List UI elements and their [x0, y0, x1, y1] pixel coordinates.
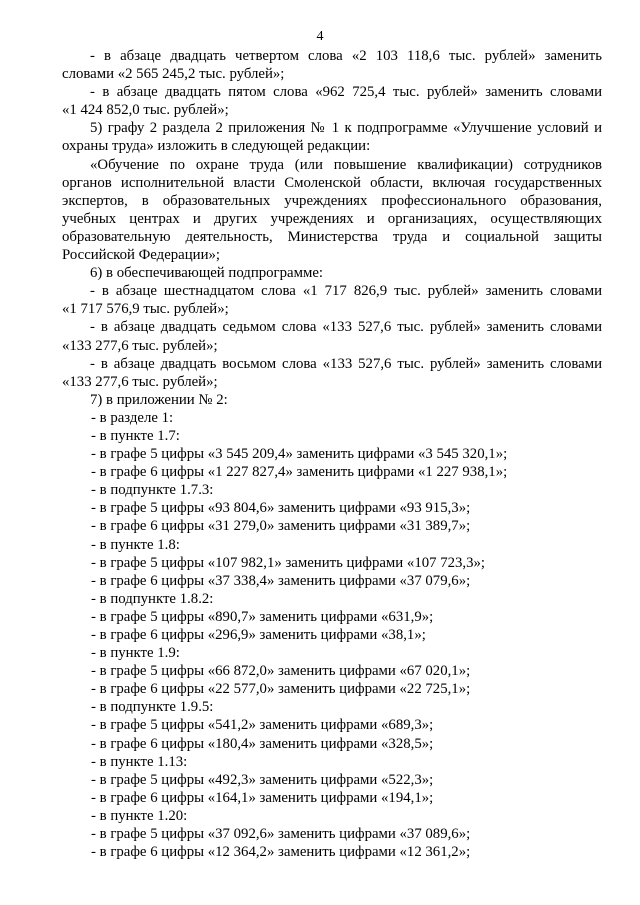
text-line: «Обучение по охране труда (или повышение квалификации) сотрудников — [90, 156, 602, 173]
text-line: охраны труда» изложить в следующей редакции: — [62, 138, 371, 155]
text-line: образовательную деятельность, Министерства труда и социальной защиты — [62, 228, 602, 245]
text-line: - в разделе 1: — [91, 409, 174, 426]
text-line: - в графе 6 цифры «1 227 827,4» заменить цифрами «1 227 938,1»; — [91, 464, 508, 481]
text-line: «133 277,6 тыс. рублей»; — [62, 373, 218, 390]
text-line: 5) графу 2 раздела 2 приложения № 1 к подпрограмме «Улучшение условий и — [90, 120, 602, 137]
document-body — [62, 47, 602, 861]
text-line: - в графе 5 цифры «3 545 209,4» заменить цифрами «3 545 320,1»; — [91, 446, 508, 463]
text-line: - в графе 5 цифры «890,7» заменить цифрами «631,9»; — [91, 608, 434, 625]
text-line: «1 424 852,0 тыс. рублей»; — [62, 102, 229, 119]
text-line: - в абзаце двадцать четвертом слова «2 103 118,6 тыс. рублей» заменить — [90, 48, 602, 64]
text-line: - в пункте 1.9: — [91, 645, 180, 662]
text-line: - в подпункте 1.7.3: — [91, 482, 214, 499]
text-line: - в графе 6 цифры «12 364,2» заменить цифрами «12 361,2»; — [91, 844, 471, 861]
text-line: - в графе 6 цифры «164,1» заменить цифрами «194,1»; — [91, 789, 434, 806]
text-line: экспертов, в образовательных учреждениях профессионального образования, — [62, 192, 602, 209]
text-line: - в абзаце двадцать пятом слова «962 725,4 тыс. рублей» заменить словами — [90, 84, 602, 101]
text-line: Российской Федерации»; — [62, 247, 221, 264]
text-line: - в графе 6 цифры «22 577,0» заменить цифрами «22 725,1»; — [91, 681, 471, 698]
text-line: - в графе 6 цифры «296,9» заменить цифрами «38,1»; — [91, 627, 426, 643]
text-line: 7) в приложении № 2: — [90, 391, 228, 408]
text-line: - в пункте 1.13: — [91, 753, 188, 770]
text-line: - в графе 6 цифры «37 338,4» заменить цифрами «37 079,6»; — [91, 572, 471, 589]
text-line: - в абзаце двадцать восьмом слова «133 527,6 тыс. рублей» заменить словами — [90, 355, 602, 372]
text-line: - в графе 5 цифры «492,3» заменить цифрами «522,3»; — [91, 771, 434, 788]
text-line: - в подпункте 1.8.2: — [91, 590, 214, 607]
text-line: - в графе 6 цифры «31 279,0» заменить цифрами «31 389,7»; — [91, 518, 471, 535]
text-line: - в пункте 1.20: — [91, 807, 188, 824]
text-line: 6) в обеспечивающей подпрограмме: — [90, 265, 323, 282]
text-line: органов исполнительной власти Смоленской области, включая государственных — [62, 174, 602, 191]
text-line: - в пункте 1.7: — [91, 427, 180, 444]
text-line: - в абзаце двадцать седьмом слова «133 527,6 тыс. рублей» заменить словами — [90, 319, 602, 336]
text-line: - в графе 5 цифры «107 982,1» заменить цифрами «107 723,3»; — [91, 554, 486, 571]
text-line: - в пункте 1.8: — [91, 536, 180, 553]
text-line: учебных центрах и других учреждениях и организациях, осуществляющих — [62, 210, 602, 227]
text-line: словами «2 565 245,2 тыс. рублей»; — [62, 66, 285, 83]
text-line: «1 717 576,9 тыс. рублей»; — [62, 301, 229, 318]
text-line: - в графе 5 цифры «37 092,6» заменить цифрами «37 089,6»; — [91, 826, 471, 843]
page-number: 4 — [316, 29, 324, 44]
text-line: - в графе 5 цифры «93 804,6» заменить цифрами «93 915,3»; — [91, 500, 471, 517]
text-line: - в подпункте 1.9.5: — [91, 699, 214, 716]
text-line: - в графе 6 цифры «180,4» заменить цифрами «328,5»; — [91, 735, 434, 752]
text-line: «133 277,6 тыс. рублей»; — [62, 337, 218, 354]
text-line: - в графе 5 цифры «541,2» заменить цифрами «689,3»; — [91, 717, 434, 734]
text-line: - в абзаце шестнадцатом слова «1 717 826,9 тыс. рублей» заменить словами — [90, 283, 602, 300]
text-line: - в графе 5 цифры «66 872,0» заменить цифрами «67 020,1»; — [91, 663, 471, 680]
